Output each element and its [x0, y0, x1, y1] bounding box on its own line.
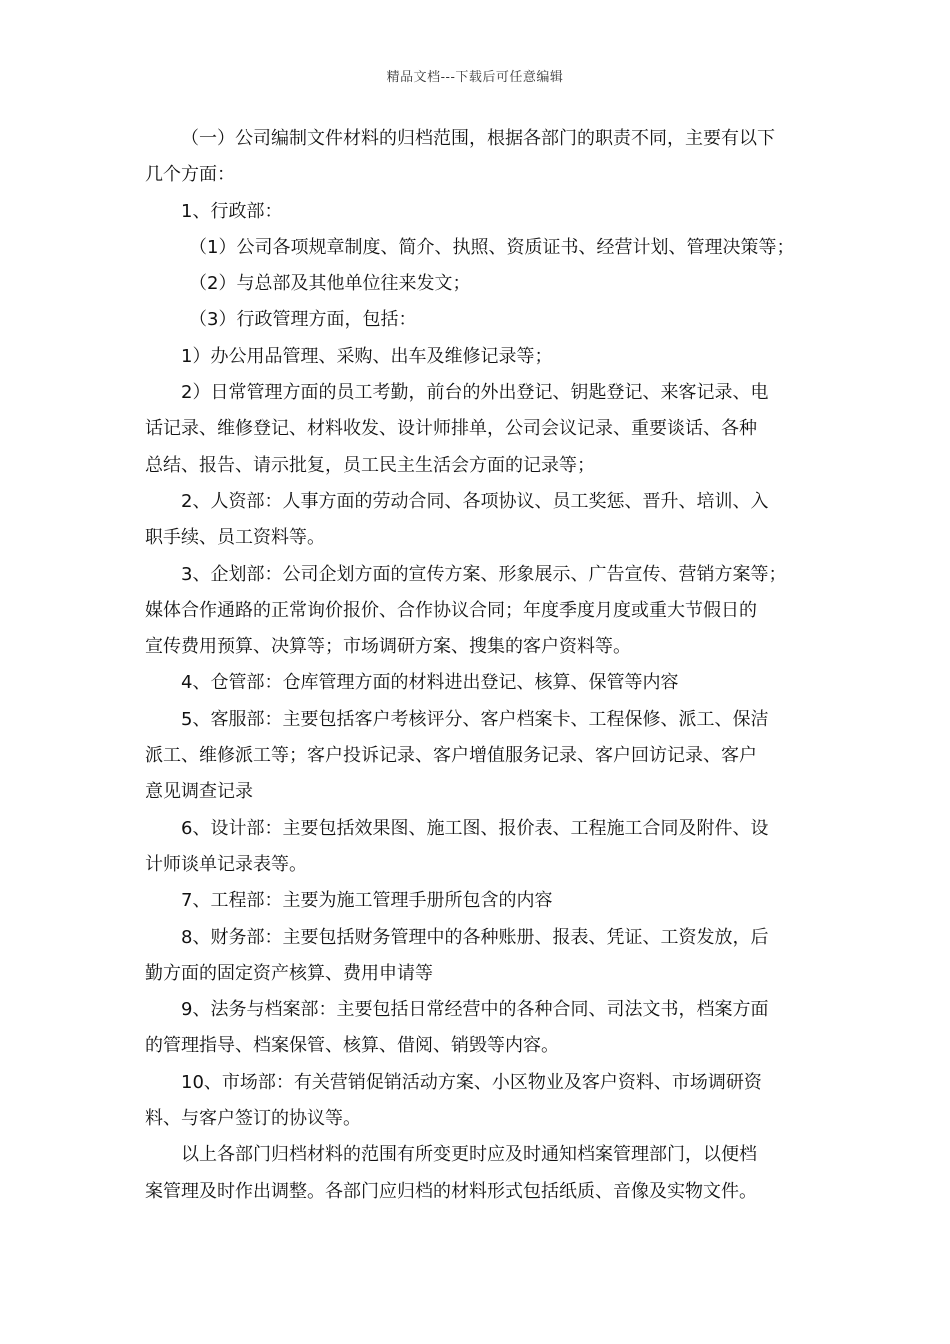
section-heading: 2、人资部：人事方面的劳动合同、各项协议、员工奖惩、晋升、培训、入: [181, 490, 769, 512]
paragraph-line: 宣传费用预算、决算等；市场调研方案、搜集的客户资料等。: [145, 636, 631, 658]
section-heading: 5、客服部：主要包括客户考核评分、客户档案卡、工程保修、派工、保洁: [181, 708, 769, 730]
page-header: 精品文档---下载后可任意编辑: [386, 70, 564, 85]
section-heading: 7、工程部：主要为施工管理手册所包含的内容: [181, 890, 553, 912]
list-item: （1）公司各项规章制度、简介、执照、资质证书、经营计划、管理决策等；: [189, 236, 795, 258]
section-heading: 8、财务部：主要包括财务管理中的各种账册、报表、凭证、工资发放，后: [181, 926, 769, 948]
paragraph-line: 派工、维修派工等；客户投诉记录、客户增值服务记录、客户回访记录、客户: [145, 745, 757, 767]
paragraph-line: （一）公司编制文件材料的归档范围，根据各部门的职责不同，主要有以下: [181, 128, 775, 149]
list-item: 1）办公用品管理、采购、出车及维修记录等；: [181, 345, 553, 367]
paragraph-line: 媒体合作通路的正常询价报价、合作协议合同；年度季度月度或重大节假日的: [145, 599, 757, 621]
section-heading: 6、设计部：主要包括效果图、施工图、报价表、工程施工合同及附件、设: [181, 817, 769, 839]
paragraph-line: 职手续、员工资料等。: [145, 527, 325, 549]
paragraph-line: 意见调查记录: [145, 781, 253, 803]
paragraph-line: 以上各部门归档材料的范围有所变更时应及时通知档案管理部门，以便档: [181, 1144, 757, 1166]
paragraph-line: 计师谈单记录表等。: [145, 853, 307, 875]
list-item: 2）日常管理方面的员工考勤，前台的外出登记、钥匙登记、来客记录、电: [181, 382, 769, 404]
section-heading: 3、企划部：公司企划方面的宣传方案、形象展示、广告宣传、营销方案等；: [181, 563, 787, 585]
section-heading: 1、行政部：: [181, 200, 283, 222]
document-body: [145, 121, 815, 1210]
list-item: （3）行政管理方面，包括：: [189, 309, 417, 331]
paragraph-line: 案管理及时作出调整。各部门应归档的材料形式包括纸质、音像及实物文件。: [145, 1180, 757, 1202]
list-item: （2）与总部及其他单位往来发文；: [189, 273, 471, 295]
paragraph-line: 几个方面：: [145, 164, 235, 186]
paragraph-line: 勤方面的固定资产核算、费用申请等: [145, 962, 433, 984]
section-heading: 4、仓管部：仓库管理方面的材料进出登记、核算、保管等内容: [181, 672, 679, 694]
paragraph-line: 话记录、维修登记、材料收发、设计师排单，公司会议记录、重要谈话、各种: [145, 418, 757, 440]
section-heading: 9、法务与档案部：主要包括日常经营中的各种合同、司法文书，档案方面: [181, 999, 769, 1021]
paragraph-line: 总结、报告、请示批复，员工民主生活会方面的记录等；: [145, 454, 595, 476]
paragraph-line: 的管理指导、档案保管、核算、借阅、销毁等内容。: [145, 1035, 559, 1057]
paragraph-line: 料、与客户签订的协议等。: [145, 1108, 361, 1130]
section-heading: 10、市场部：有关营销促销活动方案、小区物业及客户资料、市场调研资: [181, 1071, 762, 1093]
